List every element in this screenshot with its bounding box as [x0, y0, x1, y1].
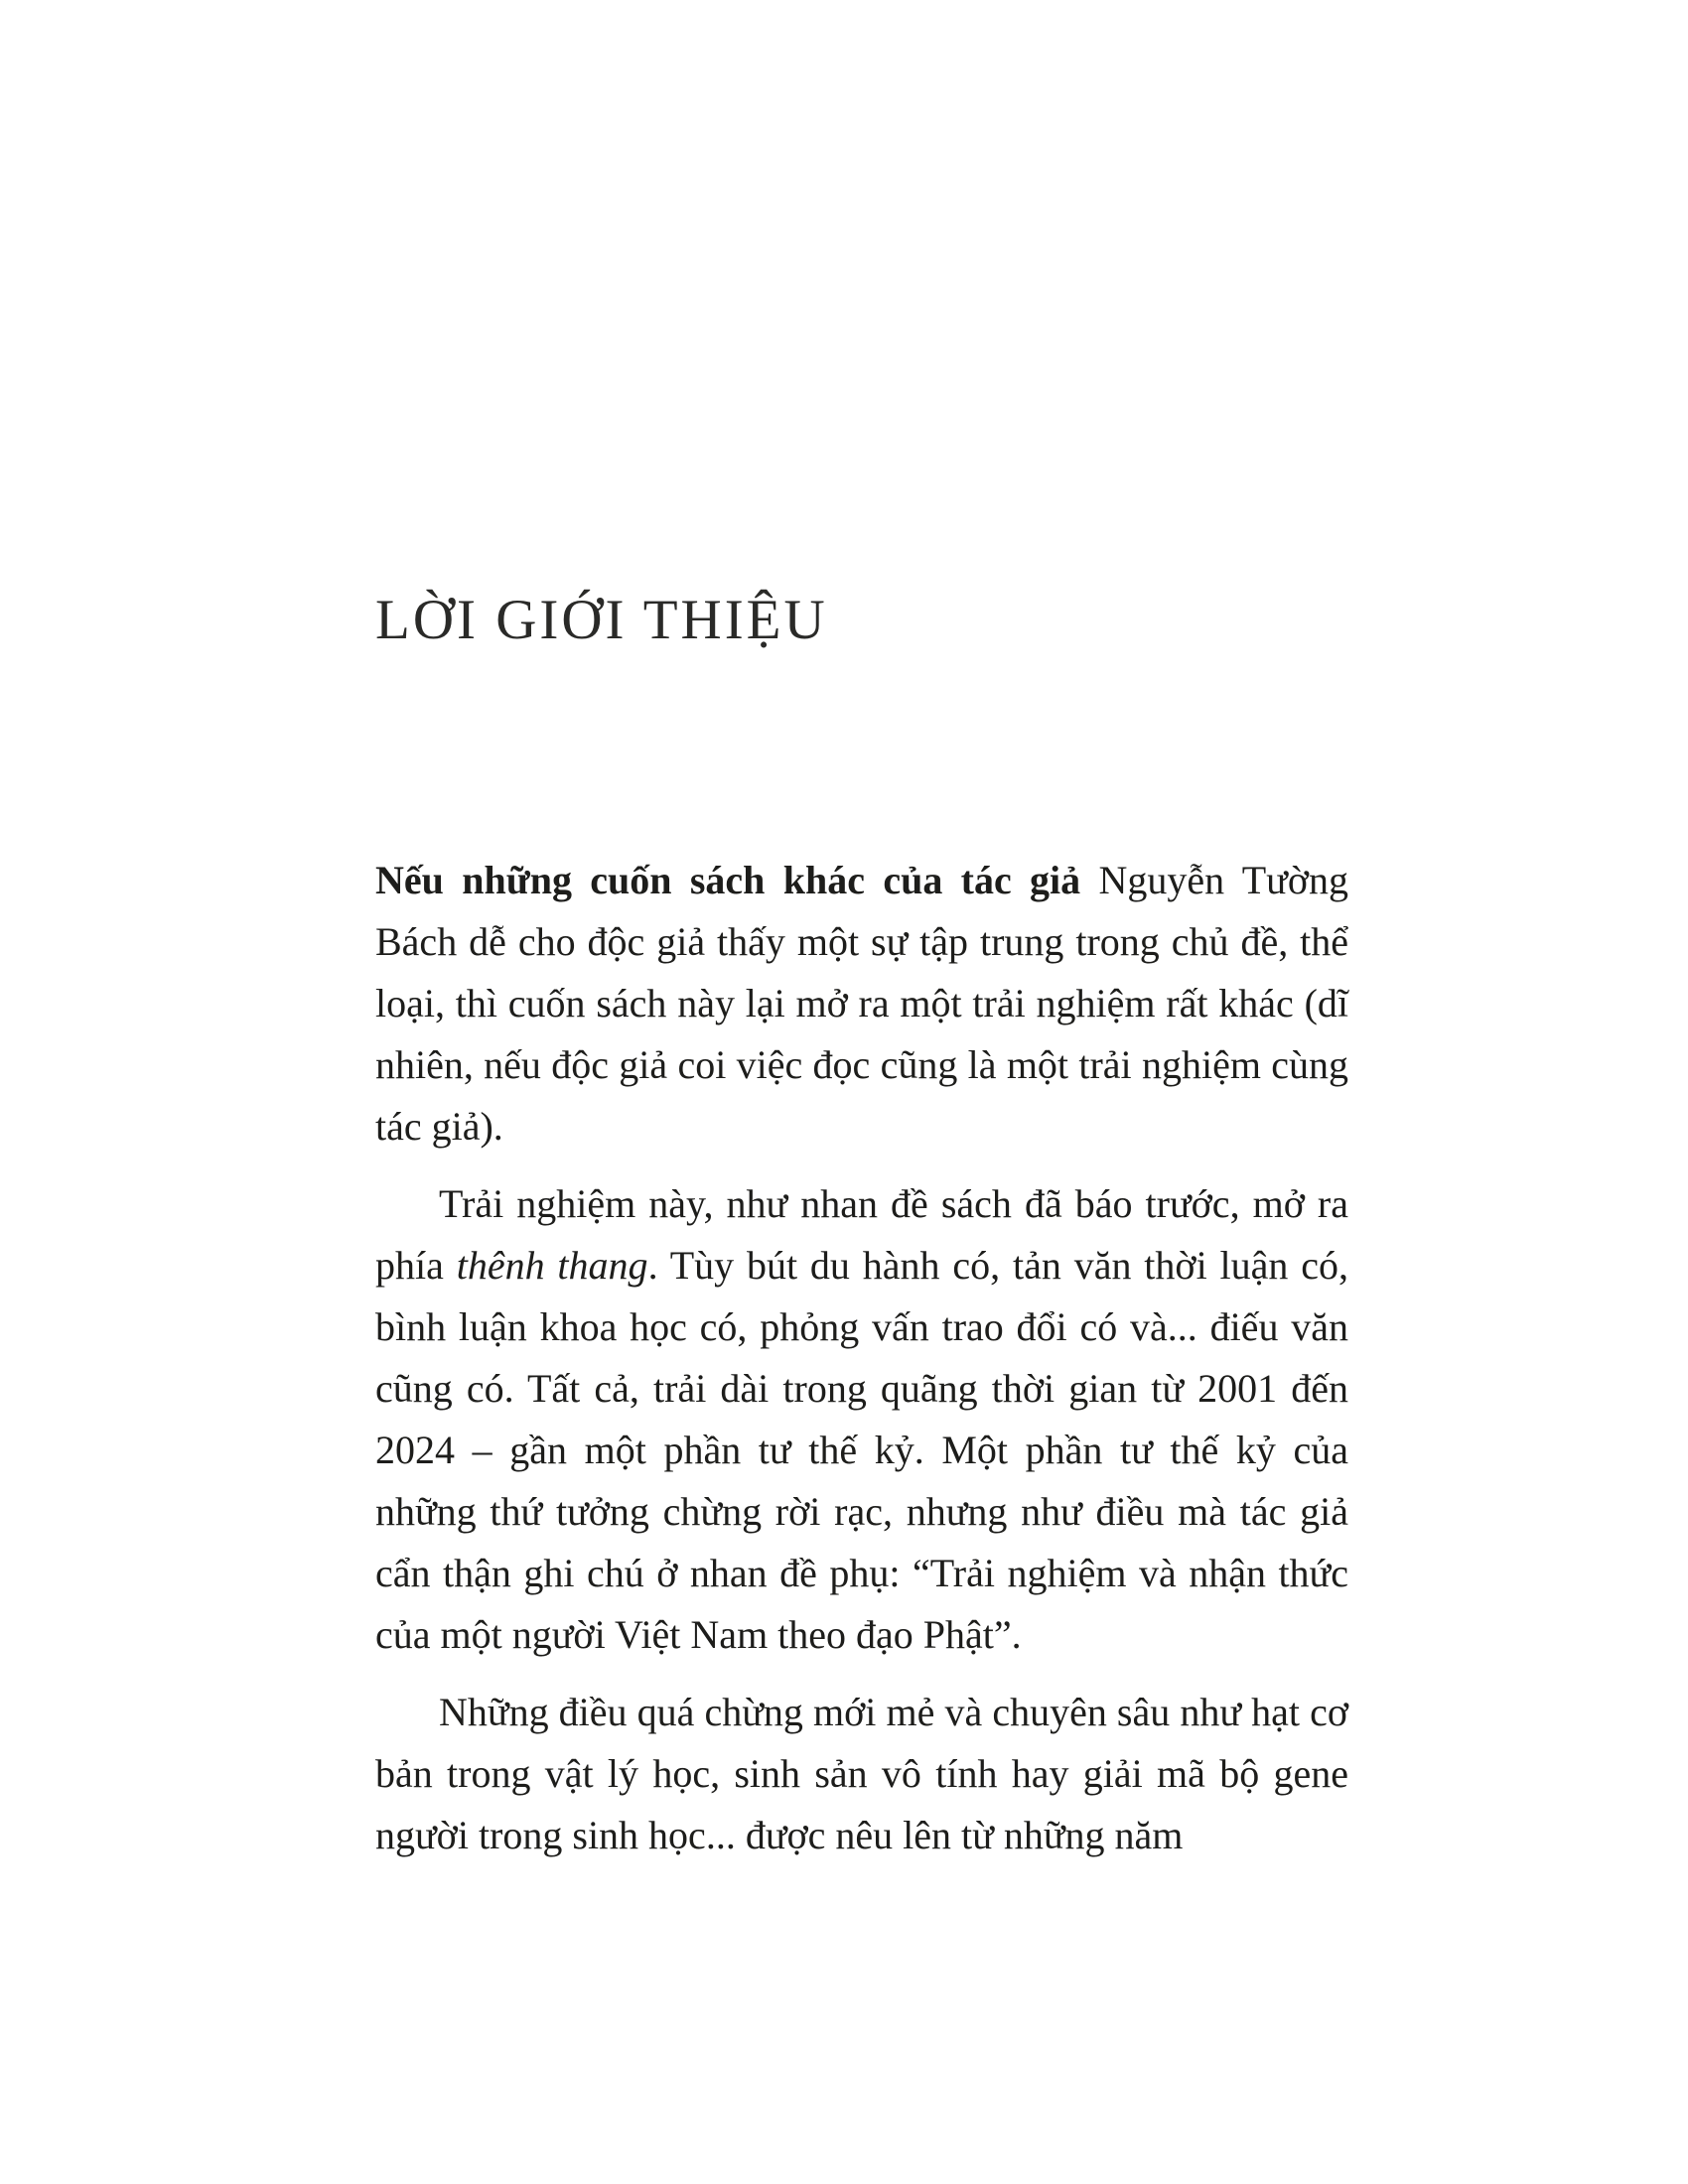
paragraph: [375, 1682, 1348, 1866]
text-segment: thênh thang: [456, 1243, 648, 1288]
text-segment: Nếu những cuốn sách khác của tác giả: [375, 858, 1081, 902]
body-text: [375, 850, 1348, 1882]
text-segment: Trải nghiệm này, như nhan đề sách đã báo trước, mở ra phía: [375, 1181, 1348, 1288]
text-segment: . Tùy bút du hành có, tản văn thời luận có, bình luận khoa học có, phỏng vấn trao đổi có và... điếu văn cũng có. Tất cả, trải dài trong quãng thời gian từ 2001 đến 2024 – gần một phần tư thế kỷ. Một phần tư thế kỷ của những thứ tưởng chừng rời rạc, nhưng như điều mà tác giả cẩn thận ghi chú ở nhan đề phụ: “Trải nghiệm và nhận thức của một người Việt Nam theo đạo Phật”.: [375, 1243, 1349, 1657]
chapter-title: LỜI GIỚI THIỆU: [375, 589, 828, 651]
paragraph: [375, 850, 1348, 1158]
text-segment: Nguyễn Tường Bách dễ cho độc giả thấy một sự tập trung trong chủ đề, thể loại, thì cuốn sách này lại mở ra một trải nghiệm rất khác (dĩ nhiên, nếu độc giả coi việc đọc cũng là một trải nghiệm cùng tác giả).: [375, 858, 1349, 1149]
text-segment: Những điều quá chừng mới mẻ và chuyên sâu như hạt cơ bản trong vật lý học, sinh sản vô tính hay giải mã bộ gene người trong sinh học... được nêu lên từ những năm: [375, 1690, 1348, 1857]
paragraph: [375, 1173, 1348, 1666]
